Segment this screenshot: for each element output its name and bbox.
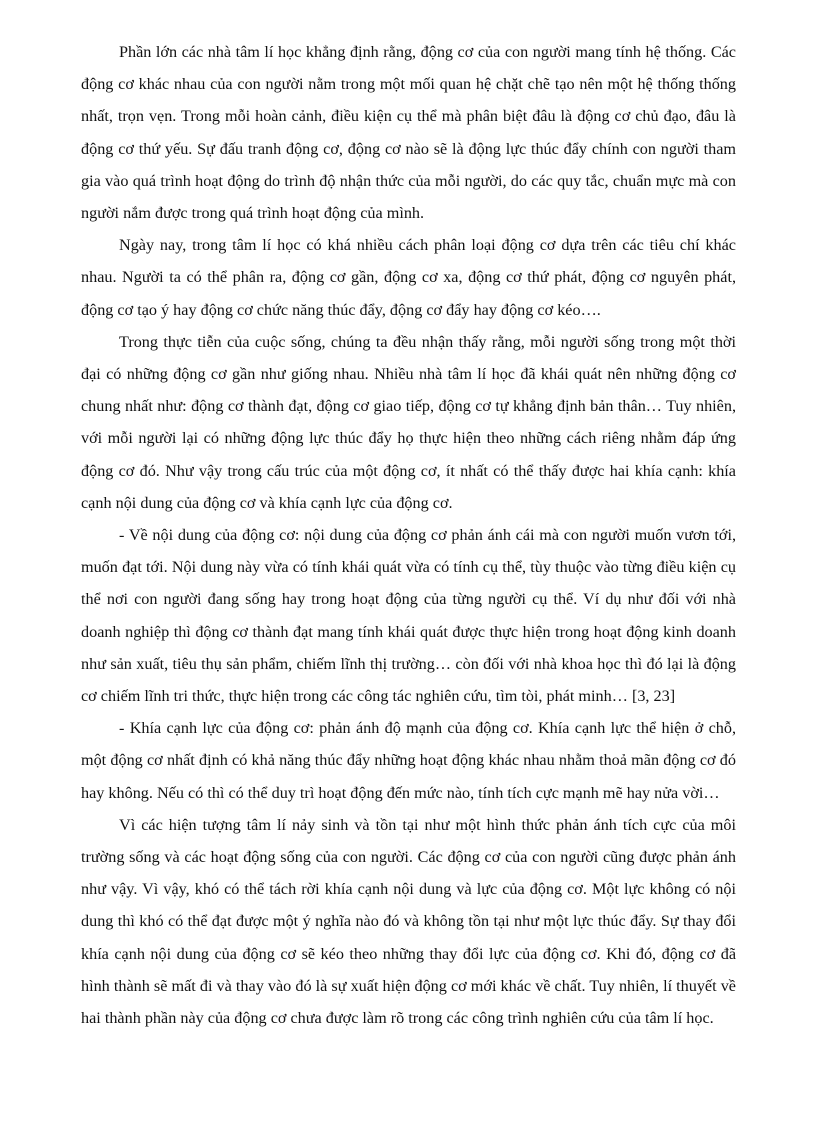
paragraph-classification-of-motives: Ngày nay, trong tâm lí học có khá nhiều cách phân loại động cơ dựa trên các tiêu chí khác nhau. Người ta có thể phân ra, động cơ gần, động cơ xa, động cơ thứ phát, động cơ nguyên phát, động cơ tạo ý hay động cơ chức năng thúc đẩy, động cơ đẩy hay động cơ kéo…. — [81, 236, 736, 319]
paragraph-conclusion: Vì các hiện tượng tâm lí nảy sinh và tồn tại như một hình thức phản ánh tích cực của môi trường sống và các hoạt động sống của con người. Các động cơ của con người cũng được phản ánh như vậy. Vì vậy, khó có thể tách rời khía cạnh nội dung và lực của động cơ. Một lực không có nội dung thì khó có thể đạt được một ý nghĩa nào đó và không tồn tại như một lực thúc đẩy. Sự thay đổi khía cạnh nội dung của động cơ sẽ kéo theo những thay đổi lực của động cơ. Khi đó, động cơ đã hình thành sẽ mất đi và thay vào đó là sự xuất hiện động cơ mới khác về chất. Tuy nhiên, lí thuyết về hai thành phần này của động cơ chưa được làm rõ trong các công trình nghiên cứu của tâm lí học. — [81, 815, 736, 1028]
paragraph-content-aspect: - Về nội dung của động cơ: nội dung của động cơ phản ánh cái mà con người muốn vươn tới, muốn đạt tới. Nội dung này vừa có tính khái quát vừa có tính cụ thể, tùy thuộc vào từng điều kiện cụ thể nơi con người đang sống hay trong hoạt động của từng người cụ thể. Ví dụ như đối với nhà doanh nghiệp thì động cơ thành đạt mang tính khái quát được thực hiện trong hoạt động kinh doanh như sản xuất, tiêu thụ sản phẩm, chiếm lĩnh thị trường… còn đối với nhà khoa học thì đó lại là động cơ chiếm lĩnh tri thức, thực hiện trong các công tác nghiên cứu, tìm tòi, phát minh… [3, 23] — [81, 526, 736, 706]
document-body — [81, 36, 736, 1034]
paragraph-hierarchy-of-motives: Phần lớn các nhà tâm lí học khẳng định rằng, động cơ của con người mang tính hệ thống. Các động cơ khác nhau của con người nằm trong một mối quan hệ chặt chẽ tạo nên một hệ thống thống nhất, trọn vẹn. Trong mỗi hoàn cảnh, điều kiện cụ thể mà phân biệt đâu là động cơ chủ đạo, đâu là động cơ thứ yếu. Sự đấu tranh động cơ, động cơ nào sẽ là động lực thúc đẩy chính con người tham gia vào quá trình hoạt động do trình độ nhận thức của mỗi người, do các quy tắc, chuẩn mực mà con người nắm được trong quá trình hoạt động của mình. — [81, 43, 736, 223]
paragraph-force-aspect: - Khía cạnh lực của động cơ: phản ánh độ mạnh của động cơ. Khía cạnh lực thể hiện ở chỗ, một động cơ nhất định có khả năng thúc đẩy những hoạt động khác nhau nhằm thoả mãn động cơ đó hay không. Nếu có thì có thể duy trì hoạt động đến mức nào, tính tích cực mạnh mẽ hay nửa vời… — [81, 719, 736, 802]
paragraph-structure-of-motive: Trong thực tiễn của cuộc sống, chúng ta đều nhận thấy rằng, mỗi người sống trong một thời đại có những động cơ gần như giống nhau. Nhiều nhà tâm lí học đã khái quát nên những động cơ chung nhất như: động cơ thành đạt, động cơ giao tiếp, động cơ tự khẳng định bản thân… Tuy nhiên, với mỗi người lại có những động lực thúc đẩy họ thực hiện theo những cách riêng nhằm đáp ứng động cơ đó. Như vậy trong cấu trúc của một động cơ, ít nhất có thể thấy được hai khía cạnh: khía cạnh nội dung của động cơ và khía cạnh lực của động cơ. — [81, 332, 736, 512]
